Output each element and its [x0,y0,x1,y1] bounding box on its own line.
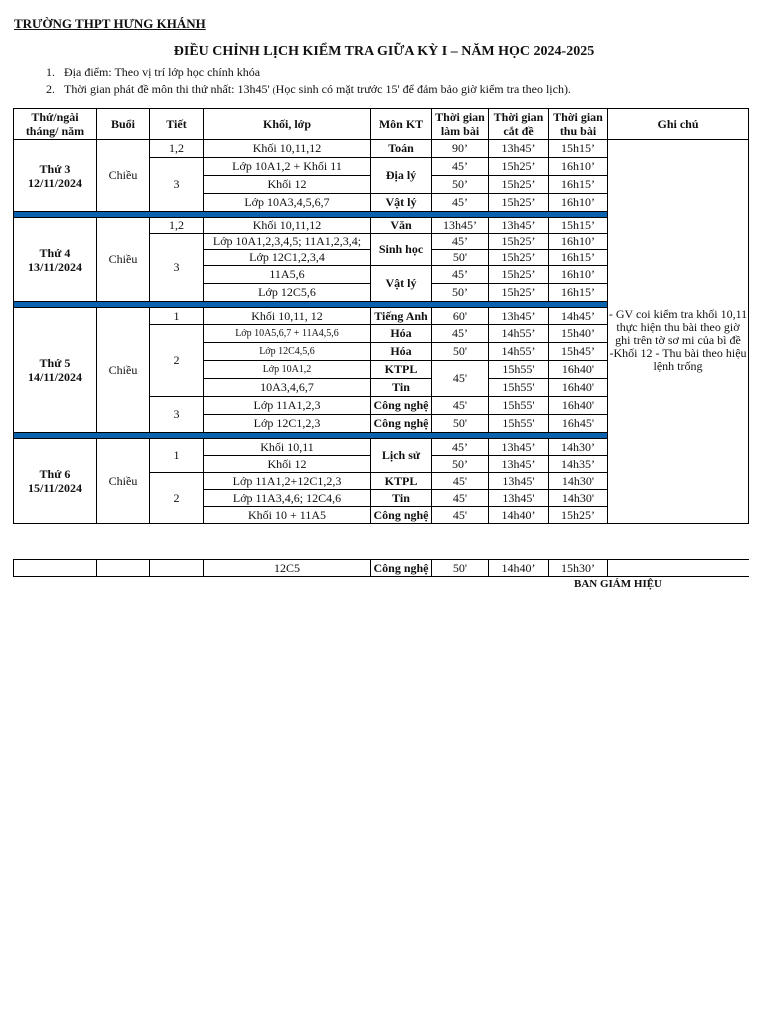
subject-cell: Công nghệ [371,415,432,433]
class-cell: Lớp 12C1,2,3,4 [204,250,371,266]
class-cell: Lớp 11A3,4,6; 12C4,6 [204,490,371,507]
class-cell: Lớp 10A1,2,3,4,5; 11A1,2,3,4; [204,234,371,250]
session-cell [97,560,150,577]
collect-time-cell: 16h15’ [549,250,608,266]
duration-cell: 45’ [432,194,489,212]
class-cell: Lớp 11A1,2+12C1,2,3 [204,473,371,490]
header-note: Ghi chú [608,109,749,140]
table-row [14,560,749,577]
subject-cell: Văn [371,218,432,234]
signature-label: BAN GIÁM HIỆU [574,578,663,590]
duration-cell: 45’ [432,439,489,456]
period-cell: 3 [150,397,204,433]
collect-time-cell: 14h45’ [549,308,608,325]
note-cell: - GV coi kiểm tra khối 10,11 thực hiện thu bài theo giờ ghi trên tờ sơ mi của bì đề -Khối 12 - Thu bài theo hiệu lệnh trống [608,140,749,524]
subject-cell: Công nghệ [371,560,432,577]
duration-cell: 45' [432,507,489,524]
class-cell: Lớp 10A1,2 [204,361,371,379]
header-cut-time: Thời gian cắt đề [489,109,549,140]
subject-cell: Vật lý [371,194,432,212]
class-cell: Lớp 10A5,6,7 + 11A4,5,6 [204,325,371,343]
class-cell: Khối 12 [204,176,371,194]
duration-cell: 45' [432,397,489,415]
cut-time-cell: 14h40’ [489,507,549,524]
table-header-row [14,109,749,140]
session-cell: Chiều [97,218,150,302]
note-cell [608,560,749,577]
collect-time-cell: 14h30' [549,473,608,490]
day-cell: Thứ 5 14/11/2024 [14,308,97,433]
class-cell: Lớp 11A1,2,3 [204,397,371,415]
header-duration: Thời gian làm bài [432,109,489,140]
duration-cell: 50’ [432,456,489,473]
class-cell: Khối 10,11,12 [204,218,371,234]
duration-cell: 45’ [432,158,489,176]
collect-time-cell: 14h30' [549,490,608,507]
cut-time-cell: 15h25’ [489,284,549,302]
cut-time-cell: 13h45’ [489,439,549,456]
note-item-location: 1. Địa điểm: Theo vị trí lớp học chính khóa [46,65,261,79]
cut-time-cell: 14h55’ [489,343,549,361]
duration-cell: 50’ [432,176,489,194]
cut-time-cell: 15h25’ [489,176,549,194]
duration-cell: 50’ [432,284,489,302]
duration-cell: 50' [432,343,489,361]
duration-cell: 45’ [432,266,489,284]
exam-schedule-table [13,108,749,524]
period-cell: 3 [150,158,204,212]
duration-cell: 60' [432,308,489,325]
cut-time-cell: 15h55' [489,379,549,397]
session-cell: Chiều [97,308,150,433]
note-item-time: 2. Thời gian phát đề môn thi thứ nhất: 13h45' (Học sinh có mặt trước 15' để đảm bảo giờ kiểm tra theo lịch). [46,82,571,96]
collect-time-cell: 16h45' [549,415,608,433]
header-day: Thứ/ngài tháng/ năm [14,109,97,140]
subject-cell: Sinh học [371,234,432,266]
subject-cell: Tin [371,490,432,507]
collect-time-cell: 16h40' [549,397,608,415]
period-cell: 2 [150,325,204,397]
cut-time-cell: 13h45’ [489,456,549,473]
cut-time-cell: 13h45’ [489,218,549,234]
duration-cell: 45’ [432,234,489,250]
duration-cell: 45’ [432,325,489,343]
collect-time-cell: 14h30’ [549,439,608,456]
day-cell [14,560,97,577]
subject-cell: Địa lý [371,158,432,194]
cut-time-cell: 15h55' [489,361,549,379]
cut-time-cell: 13h45' [489,490,549,507]
class-cell: Khối 10,11, 12 [204,308,371,325]
class-cell: Lớp 10A3,4,5,6,7 [204,194,371,212]
collect-time-cell: 16h15’ [549,284,608,302]
class-cell: Khối 10 + 11A5 [204,507,371,524]
day-cell: Thứ 6 15/11/2024 [14,439,97,524]
cut-time-cell: 13h45' [489,473,549,490]
collect-time-cell: 16h10’ [549,266,608,284]
document-title: ĐIỀU CHỈNH LỊCH KIỂM TRA GIỮA KỲ I – NĂM HỌC 2024-2025 [173,44,595,59]
cut-time-cell: 15h55' [489,397,549,415]
class-cell: 10A3,4,6,7 [204,379,371,397]
collect-time-cell: 15h15’ [549,218,608,234]
table-row [14,140,749,158]
collect-time-cell: 16h40' [549,361,608,379]
subject-cell: Hóa [371,343,432,361]
session-cell: Chiều [97,439,150,524]
subject-cell: Toán [371,140,432,158]
cut-time-cell: 15h25’ [489,158,549,176]
period-cell: 1,2 [150,218,204,234]
collect-time-cell: 16h40' [549,379,608,397]
notes-list [46,64,571,99]
class-cell: 12C5 [204,560,371,577]
class-cell: Khối 12 [204,456,371,473]
cut-time-cell: 15h25’ [489,266,549,284]
class-cell: Lớp 12C1,2,3 [204,415,371,433]
header-session: Buổi [97,109,150,140]
collect-time-cell: 15h40’ [549,325,608,343]
continued-table-row [13,559,749,577]
period-cell [150,560,204,577]
collect-time-cell: 16h10’ [549,158,608,176]
period-cell: 1,2 [150,140,204,158]
class-cell: Khối 10,11,12 [204,140,371,158]
period-cell: 2 [150,473,204,524]
collect-time-cell: 15h15’ [549,140,608,158]
subject-cell: Lịch sử [371,439,432,473]
subject-cell: Hóa [371,325,432,343]
subject-cell: KTPL [371,473,432,490]
header-class: Khối, lớp [204,109,371,140]
collect-time-cell: 15h30’ [549,560,608,577]
cut-time-cell: 15h55' [489,415,549,433]
subject-cell: KTPL [371,361,432,379]
class-cell: Lớp 12C5,6 [204,284,371,302]
session-cell: Chiều [97,140,150,212]
period-cell: 1 [150,308,204,325]
class-cell: Lớp 12C4,5,6 [204,343,371,361]
collect-time-cell: 14h35’ [549,456,608,473]
duration-cell: 45' [432,473,489,490]
collect-time-cell: 15h25’ [549,507,608,524]
cut-time-cell: 13h45’ [489,308,549,325]
duration-cell: 45' [432,490,489,507]
header-collect-time: Thời gian thu bài [549,109,608,140]
period-cell: 1 [150,439,204,473]
day-cell: Thứ 3 12/11/2024 [14,140,97,212]
header-period: Tiết [150,109,204,140]
duration-cell: 13h45’ [432,218,489,234]
collect-time-cell: 16h15’ [549,176,608,194]
duration-cell: 90’ [432,140,489,158]
subject-cell: Công nghệ [371,397,432,415]
cut-time-cell: 15h25’ [489,250,549,266]
cut-time-cell: 15h25’ [489,234,549,250]
cut-time-cell: 14h40’ [489,560,549,577]
subject-cell: Tin [371,379,432,397]
duration-cell: 45' [432,361,489,397]
cut-time-cell: 14h55’ [489,325,549,343]
school-name: TRƯỜNG THPT HƯNG KHÁNH [14,16,206,31]
collect-time-cell: 16h10’ [549,234,608,250]
day-cell: Thứ 4 13/11/2024 [14,218,97,302]
subject-cell: Tiếng Anh [371,308,432,325]
cut-time-cell: 15h25’ [489,194,549,212]
duration-cell: 50' [432,560,489,577]
collect-time-cell: 15h45’ [549,343,608,361]
class-cell: Khối 10,11 [204,439,371,456]
class-cell: 11A5,6 [204,266,371,284]
header-subject: Môn KT [371,109,432,140]
subject-cell: Công nghệ [371,507,432,524]
period-cell: 3 [150,234,204,302]
collect-time-cell: 16h10’ [549,194,608,212]
duration-cell: 50' [432,415,489,433]
subject-cell: Vật lý [371,266,432,302]
duration-cell: 50' [432,250,489,266]
class-cell: Lớp 10A1,2 + Khối 11 [204,158,371,176]
cut-time-cell: 13h45’ [489,140,549,158]
